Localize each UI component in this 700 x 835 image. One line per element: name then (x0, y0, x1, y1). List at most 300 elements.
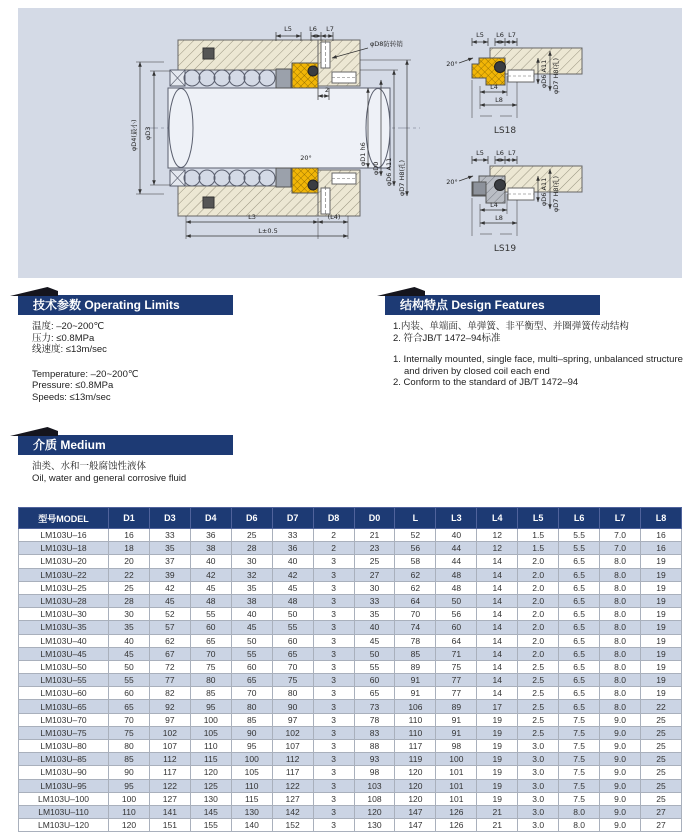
value-cell: 33 (149, 529, 190, 542)
header-flag-decoration (10, 287, 58, 296)
header-flag-decoration (377, 287, 425, 296)
value-cell: 28 (109, 594, 150, 607)
value-cell: 48 (190, 594, 231, 607)
limit-line-cn: 线速度: ≤13m/sec (32, 344, 107, 355)
value-cell: 3 (313, 766, 354, 779)
value-cell: 60 (190, 621, 231, 634)
value-cell: 151 (149, 819, 190, 832)
value-cell: 120 (190, 766, 231, 779)
value-cell: 70 (395, 608, 436, 621)
value-cell: 25 (354, 555, 395, 568)
value-cell: 101 (436, 779, 477, 792)
value-cell: 3 (313, 805, 354, 818)
value-cell: 19 (640, 674, 681, 687)
value-cell: 8.0 (600, 621, 641, 634)
table-row (19, 621, 682, 634)
value-cell: 40 (272, 555, 313, 568)
value-cell: 82 (149, 687, 190, 700)
value-cell: 8.0 (600, 568, 641, 581)
value-cell: 1.5 (518, 542, 559, 555)
value-cell: 8.0 (559, 819, 600, 832)
value-cell: 120 (395, 779, 436, 792)
dim-label-l6: L6 (496, 31, 504, 39)
dim-label-l7: L7 (508, 31, 516, 39)
dim-label-l6: L6 (309, 25, 317, 33)
table-row (19, 568, 682, 581)
value-cell: 25 (640, 740, 681, 753)
value-cell: 8.0 (600, 687, 641, 700)
value-cell: 2.0 (518, 621, 559, 634)
dim-label-d0: φD0 (372, 161, 380, 175)
col-header: D8 (313, 508, 354, 529)
col-header: L (395, 508, 436, 529)
value-cell: 88 (354, 740, 395, 753)
model-cell: LM103U–35 (19, 621, 109, 634)
value-cell: 74 (395, 621, 436, 634)
value-cell: 60 (109, 687, 150, 700)
dim-label-d4: φD4(最小) (130, 119, 138, 151)
value-cell: 25 (640, 713, 681, 726)
limit-line-en: Speeds: ≤13m/sec (32, 391, 111, 403)
value-cell: 44 (436, 542, 477, 555)
model-cell: LM103U–16 (19, 529, 109, 542)
value-cell: 2.5 (518, 713, 559, 726)
value-cell: 119 (395, 753, 436, 766)
rotary-face (276, 69, 291, 88)
model-cell: LM103U–120 (19, 819, 109, 832)
value-cell: 50 (231, 634, 272, 647)
dim-label-l3: L3 (248, 213, 256, 221)
dim-label-d7: φD7 H8(孔) (398, 159, 406, 196)
value-cell: 19 (640, 621, 681, 634)
value-cell: 32 (231, 568, 272, 581)
value-cell: 70 (190, 647, 231, 660)
value-cell: 100 (436, 753, 477, 766)
value-cell: 14 (477, 660, 518, 673)
value-cell: 9.0 (600, 779, 641, 792)
value-cell: 122 (272, 779, 313, 792)
table-row (19, 766, 682, 779)
table-row (19, 529, 682, 542)
value-cell: 147 (395, 819, 436, 832)
value-cell: 7.5 (559, 713, 600, 726)
value-cell: 106 (395, 700, 436, 713)
feature-line-cn: 1.内装、单端面、单弹簧、非平衡型、并圈弹簧传动结构 (393, 321, 629, 332)
value-cell: 75 (190, 660, 231, 673)
value-cell: 3 (313, 660, 354, 673)
value-cell: 120 (354, 805, 395, 818)
pin-callout-label: φD8防转销 (370, 40, 403, 48)
value-cell: 7.5 (559, 792, 600, 805)
feature-line-en: 2. Conform to the standard of JB/T 1472–94 (393, 377, 579, 388)
value-cell: 77 (149, 674, 190, 687)
value-cell: 3.0 (518, 792, 559, 805)
value-cell: 14 (477, 594, 518, 607)
value-cell: 50 (109, 660, 150, 673)
value-cell: 3 (313, 568, 354, 581)
value-cell: 48 (436, 568, 477, 581)
value-cell: 18 (109, 542, 150, 555)
value-cell: 7.0 (600, 542, 641, 555)
value-cell: 95 (190, 700, 231, 713)
value-cell: 16 (640, 529, 681, 542)
value-cell: 3 (313, 674, 354, 687)
detail-view-ls19 (446, 149, 582, 254)
value-cell: 42 (272, 568, 313, 581)
value-cell: 85 (395, 647, 436, 660)
dim-label-l5: L5 (476, 31, 484, 39)
dim-label-d3: φD3 (144, 126, 152, 140)
value-cell: 2 (313, 542, 354, 555)
value-cell: 110 (109, 805, 150, 818)
value-cell: 105 (190, 726, 231, 739)
value-cell: 120 (395, 792, 436, 805)
value-cell: 3.0 (518, 805, 559, 818)
value-cell: 19 (477, 766, 518, 779)
feature-line-cn: 2. 符合JB/T 1472–94标准 (393, 332, 501, 344)
table-row (19, 542, 682, 555)
table-row (19, 792, 682, 805)
table-row (19, 581, 682, 594)
value-cell: 65 (190, 634, 231, 647)
value-cell: 42 (190, 568, 231, 581)
col-header: L3 (436, 508, 477, 529)
table-row (19, 740, 682, 753)
value-cell: 155 (190, 819, 231, 832)
value-cell: 100 (109, 792, 150, 805)
technical-drawing-panel (18, 8, 682, 278)
value-cell: 60 (272, 634, 313, 647)
value-cell: 8.0 (600, 581, 641, 594)
value-cell: 3 (313, 581, 354, 594)
model-cell: LM103U–60 (19, 687, 109, 700)
value-cell: 16 (109, 529, 150, 542)
model-cell: LM103U–28 (19, 594, 109, 607)
value-cell: 78 (354, 713, 395, 726)
value-cell: 6.5 (559, 634, 600, 647)
value-cell: 33 (272, 529, 313, 542)
col-header: D7 (272, 508, 313, 529)
value-cell: 36 (272, 542, 313, 555)
value-cell: 142 (272, 805, 313, 818)
col-header: L6 (559, 508, 600, 529)
value-cell: 6.5 (559, 700, 600, 713)
value-cell: 19 (477, 726, 518, 739)
dim-label-l4ref: (L4) (327, 213, 341, 221)
value-cell: 6.5 (559, 674, 600, 687)
value-cell: 40 (354, 621, 395, 634)
value-cell: 65 (272, 647, 313, 660)
value-cell: 9.0 (600, 792, 641, 805)
value-cell: 3 (313, 792, 354, 805)
value-cell: 3 (313, 647, 354, 660)
value-cell: 60 (231, 660, 272, 673)
value-cell: 7.5 (559, 726, 600, 739)
value-cell: 80 (190, 674, 231, 687)
table-body (19, 529, 682, 832)
dim-label-l8: L8 (495, 214, 503, 222)
value-cell: 107 (149, 740, 190, 753)
value-cell: 64 (436, 634, 477, 647)
value-cell: 12 (477, 529, 518, 542)
value-cell: 27 (640, 819, 681, 832)
dim-label-d7: φD7 H8(孔) (552, 57, 560, 94)
table-row (19, 713, 682, 726)
value-cell: 130 (231, 805, 272, 818)
value-cell: 91 (395, 687, 436, 700)
value-cell: 40 (190, 555, 231, 568)
value-cell: 120 (109, 819, 150, 832)
value-cell: 102 (149, 726, 190, 739)
dim-label-l5: L5 (284, 25, 292, 33)
value-cell: 44 (436, 555, 477, 568)
model-cell: LM103U–55 (19, 674, 109, 687)
value-cell: 40 (436, 529, 477, 542)
value-cell: 8.0 (559, 805, 600, 818)
dim-label-l6: L6 (496, 149, 504, 157)
value-cell: 14 (477, 621, 518, 634)
table-header-row (19, 508, 682, 529)
value-cell: 27 (354, 568, 395, 581)
value-cell: 3.0 (518, 753, 559, 766)
value-cell: 107 (272, 740, 313, 753)
feature-line-en: 1. Internally mounted, single face, multi–spring, unbalanced structure and driven by closed coil each end (393, 354, 683, 377)
value-cell: 101 (436, 766, 477, 779)
value-cell: 3 (313, 621, 354, 634)
main-section-view (146, 40, 420, 216)
value-cell: 3.0 (518, 819, 559, 832)
value-cell: 110 (395, 726, 436, 739)
value-cell: 72 (149, 660, 190, 673)
value-cell: 21 (354, 529, 395, 542)
value-cell: 19 (477, 753, 518, 766)
value-cell: 130 (190, 792, 231, 805)
value-cell: 75 (272, 674, 313, 687)
value-cell: 126 (436, 805, 477, 818)
value-cell: 30 (354, 581, 395, 594)
limit-line-en: Temperature: –20~200℃ (32, 368, 139, 380)
table-row (19, 819, 682, 832)
value-cell: 58 (395, 555, 436, 568)
value-cell: 9.0 (600, 805, 641, 818)
value-cell: 127 (272, 792, 313, 805)
value-cell: 115 (231, 792, 272, 805)
value-cell: 39 (149, 568, 190, 581)
value-cell: 35 (231, 581, 272, 594)
value-cell: 45 (190, 581, 231, 594)
value-cell: 45 (109, 647, 150, 660)
value-cell: 3.0 (518, 779, 559, 792)
value-cell: 89 (395, 660, 436, 673)
view-caption-ls18: LS18 (493, 126, 517, 136)
value-cell: 19 (477, 740, 518, 753)
value-cell: 90 (272, 700, 313, 713)
section-title: 结构特点 Design Features (400, 298, 545, 312)
value-cell: 91 (436, 713, 477, 726)
col-header: L8 (640, 508, 681, 529)
value-cell: 25 (109, 581, 150, 594)
dim-label-l8: L8 (495, 96, 503, 104)
value-cell: 152 (272, 819, 313, 832)
value-cell: 3 (313, 555, 354, 568)
table-row (19, 687, 682, 700)
value-cell: 9.0 (600, 726, 641, 739)
table-row (19, 700, 682, 713)
value-cell: 60 (354, 674, 395, 687)
value-cell: 30 (231, 555, 272, 568)
medium-line-cn: 油类、水和一般腐蚀性液体 (32, 461, 147, 472)
col-header: L4 (477, 508, 518, 529)
value-cell: 3.0 (518, 740, 559, 753)
dim-label-d6: φD6 A11 (540, 59, 548, 88)
value-cell: 110 (395, 713, 436, 726)
value-cell: 55 (109, 674, 150, 687)
value-cell: 2 (313, 529, 354, 542)
model-cell: LM103U–75 (19, 726, 109, 739)
value-cell: 25 (640, 753, 681, 766)
value-cell: 3 (313, 740, 354, 753)
value-cell: 28 (231, 542, 272, 555)
value-cell: 14 (477, 634, 518, 647)
value-cell: 3.0 (518, 766, 559, 779)
value-cell: 6.5 (559, 660, 600, 673)
value-cell: 45 (231, 621, 272, 634)
value-cell: 19 (640, 660, 681, 673)
value-cell: 75 (109, 726, 150, 739)
value-cell: 8.0 (600, 700, 641, 713)
value-cell: 71 (436, 647, 477, 660)
value-cell: 52 (149, 608, 190, 621)
value-cell: 19 (640, 608, 681, 621)
value-cell: 9.0 (600, 713, 641, 726)
value-cell: 2.5 (518, 674, 559, 687)
limit-line-en: Pressure: ≤0.8MPa (32, 380, 114, 391)
view-caption-ls19: LS19 (493, 244, 517, 254)
model-cell: LM103U–22 (19, 568, 109, 581)
value-cell: 6.5 (559, 647, 600, 660)
value-cell: 2.5 (518, 687, 559, 700)
value-cell: 85 (190, 687, 231, 700)
value-cell: 14 (477, 581, 518, 594)
value-cell: 97 (149, 713, 190, 726)
o-ring (308, 66, 318, 76)
value-cell: 91 (395, 674, 436, 687)
value-cell: 55 (190, 608, 231, 621)
value-cell: 85 (109, 753, 150, 766)
value-cell: 6.5 (559, 687, 600, 700)
table-row (19, 726, 682, 739)
operating-limits-header (18, 295, 233, 315)
value-cell: 77 (436, 687, 477, 700)
table-row (19, 779, 682, 792)
table-row (19, 660, 682, 673)
value-cell: 62 (149, 634, 190, 647)
value-cell: 16 (640, 542, 681, 555)
value-cell: 91 (436, 726, 477, 739)
value-cell: 100 (231, 753, 272, 766)
medium-header (18, 435, 233, 455)
model-cell: LM103U–85 (19, 753, 109, 766)
table-row (19, 608, 682, 621)
medium-section (18, 435, 368, 484)
value-cell: 14 (477, 647, 518, 660)
value-cell: 97 (272, 713, 313, 726)
value-cell: 19 (640, 581, 681, 594)
value-cell: 9.0 (600, 766, 641, 779)
value-cell: 14 (477, 608, 518, 621)
value-cell: 6.5 (559, 621, 600, 634)
value-cell: 6.5 (559, 608, 600, 621)
value-cell: 110 (190, 740, 231, 753)
model-cell: LM103U–100 (19, 792, 109, 805)
value-cell: 85 (231, 713, 272, 726)
table-row (19, 647, 682, 660)
value-cell: 105 (231, 766, 272, 779)
value-cell: 141 (149, 805, 190, 818)
model-cell: LM103U–45 (19, 647, 109, 660)
model-cell: LM103U–50 (19, 660, 109, 673)
value-cell: 90 (231, 726, 272, 739)
value-cell: 75 (436, 660, 477, 673)
value-cell: 122 (149, 779, 190, 792)
value-cell: 108 (354, 792, 395, 805)
value-cell: 7.5 (559, 779, 600, 792)
value-cell: 2.5 (518, 700, 559, 713)
value-cell: 8.0 (600, 594, 641, 607)
value-cell: 6.5 (559, 568, 600, 581)
value-cell: 126 (436, 819, 477, 832)
seal-cross-section-drawing (18, 8, 682, 278)
table-row (19, 753, 682, 766)
value-cell: 117 (272, 766, 313, 779)
value-cell: 78 (395, 634, 436, 647)
header-flag-decoration (10, 427, 58, 436)
value-cell: 38 (190, 542, 231, 555)
value-cell: 2.5 (518, 660, 559, 673)
value-cell: 42 (149, 581, 190, 594)
value-cell: 117 (395, 740, 436, 753)
value-cell: 3 (313, 608, 354, 621)
value-cell: 25 (231, 529, 272, 542)
value-cell: 147 (395, 805, 436, 818)
value-cell: 7.5 (559, 766, 600, 779)
value-cell: 80 (109, 740, 150, 753)
model-cell: LM103U–110 (19, 805, 109, 818)
value-cell: 12 (477, 542, 518, 555)
value-cell: 3 (313, 819, 354, 832)
value-cell: 120 (395, 766, 436, 779)
value-cell: 2.5 (518, 726, 559, 739)
value-cell: 2.0 (518, 647, 559, 660)
value-cell: 27 (640, 805, 681, 818)
value-cell: 117 (149, 766, 190, 779)
model-cell: LM103U–95 (19, 779, 109, 792)
value-cell: 83 (354, 726, 395, 739)
col-header: D4 (190, 508, 231, 529)
value-cell: 73 (354, 700, 395, 713)
value-cell: 3 (313, 594, 354, 607)
col-header: D0 (354, 508, 395, 529)
value-cell: 2.0 (518, 581, 559, 594)
value-cell: 6.5 (559, 555, 600, 568)
value-cell: 98 (436, 740, 477, 753)
col-header: D1 (109, 508, 150, 529)
value-cell: 19 (640, 594, 681, 607)
value-cell: 7.5 (559, 753, 600, 766)
dim-label-l4: L4 (490, 201, 498, 209)
limit-line-cn: 温度: –20~200℃ (32, 321, 105, 332)
dim-label-d6: φD6 A11 (385, 157, 393, 186)
